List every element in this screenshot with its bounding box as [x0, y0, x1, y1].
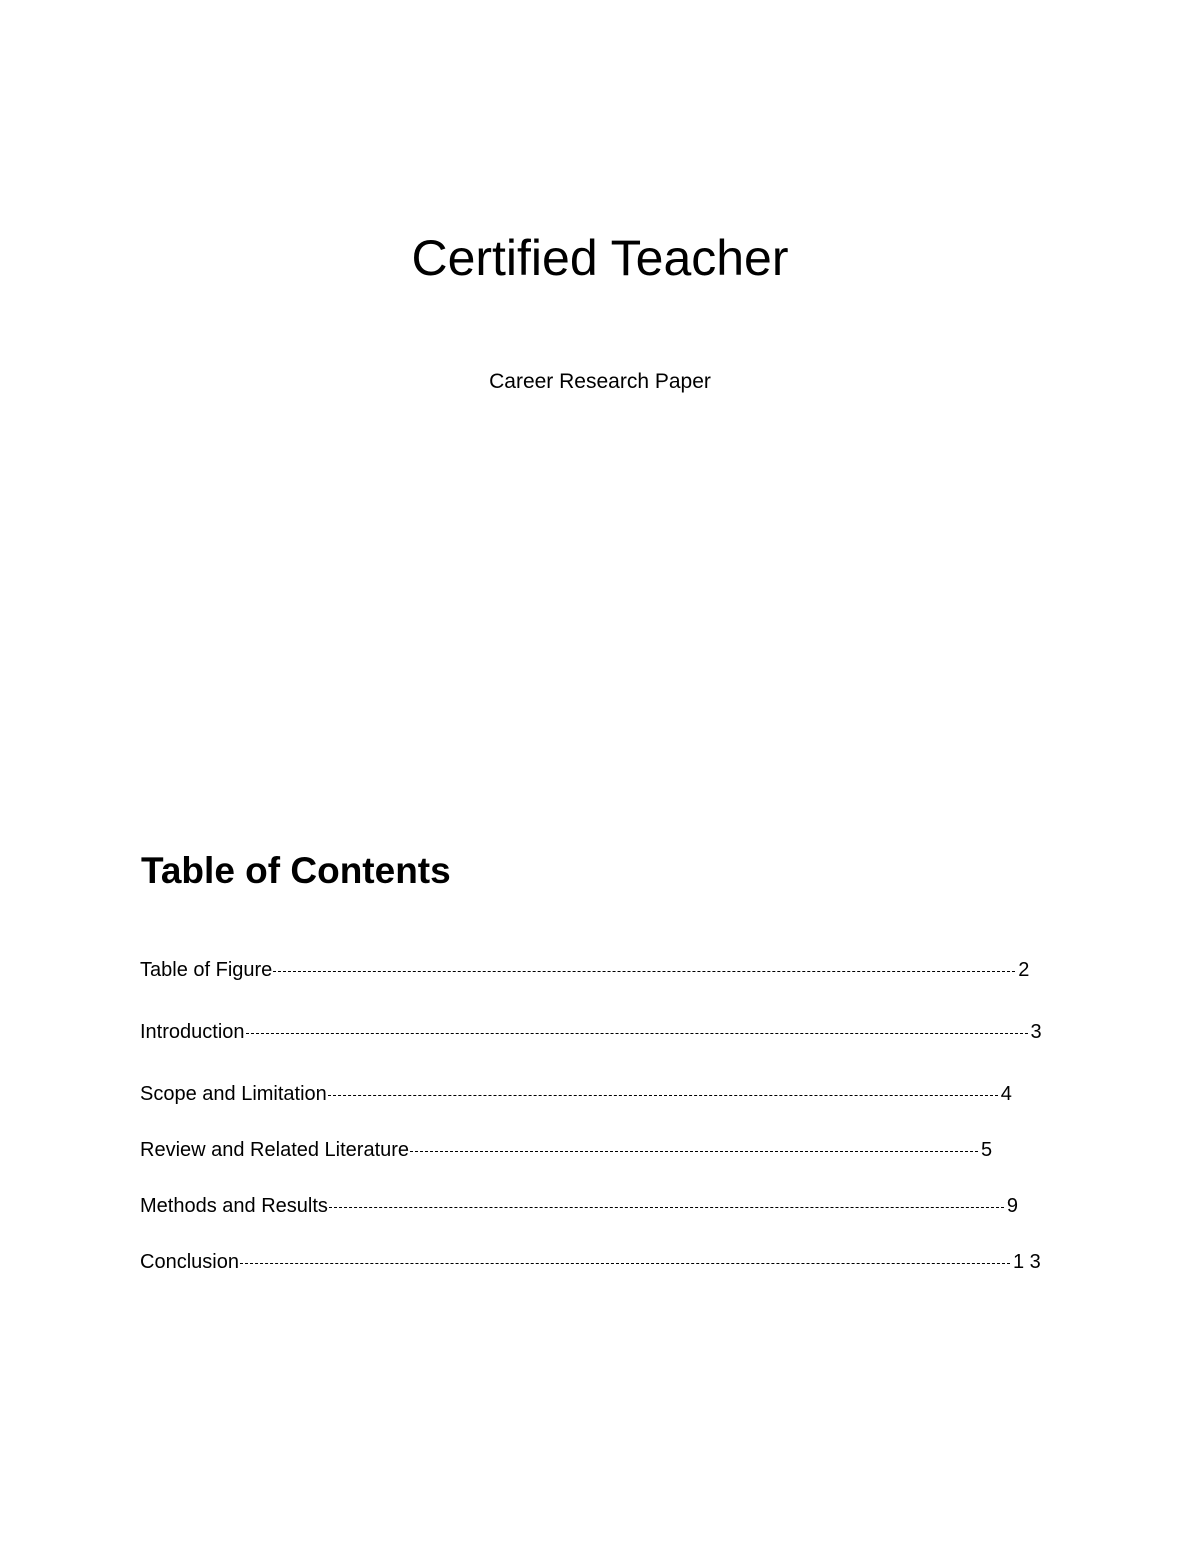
toc-entry-page: 3 — [1030, 1021, 1042, 1043]
toc-entry-page: 4 — [1000, 1083, 1012, 1105]
document-subtitle: Career Research Paper — [489, 370, 711, 393]
toc-entry-methods-and-results — [140, 1193, 1018, 1219]
toc-entry-label: Table of Figure — [140, 959, 273, 981]
toc-entry-page: 2 — [1018, 959, 1030, 981]
toc-entry-label: Review and Related Literature — [140, 1139, 410, 1161]
toc-leader-line — [240, 1263, 1010, 1264]
toc-leader-line — [328, 1095, 998, 1096]
toc-entry-table-of-figure — [140, 957, 1029, 983]
toc-heading: Table of Contents — [141, 850, 451, 891]
toc-entry-label: Introduction — [140, 1021, 245, 1043]
toc-entry-page: 9 — [1006, 1195, 1019, 1217]
toc-leader-line — [273, 971, 1015, 972]
toc-entry-introduction — [140, 1019, 1042, 1045]
toc-entry-page: 1 3 — [1012, 1251, 1041, 1273]
toc-leader-line — [329, 1207, 1004, 1208]
toc-entry-label: Methods and Results — [140, 1195, 328, 1217]
toc-leader-line — [246, 1033, 1028, 1034]
toc-entry-scope-and-limitation — [140, 1081, 1012, 1107]
toc-entry-label: Conclusion — [140, 1251, 239, 1273]
toc-entry-review-and-related-literature — [140, 1137, 992, 1163]
toc-leader-line — [410, 1151, 978, 1152]
toc-entry-conclusion — [140, 1249, 1041, 1275]
toc-entry-label: Scope and Limitation — [140, 1083, 327, 1105]
document-title: Certified Teacher — [411, 230, 789, 286]
toc-entry-page: 5 — [981, 1139, 993, 1161]
